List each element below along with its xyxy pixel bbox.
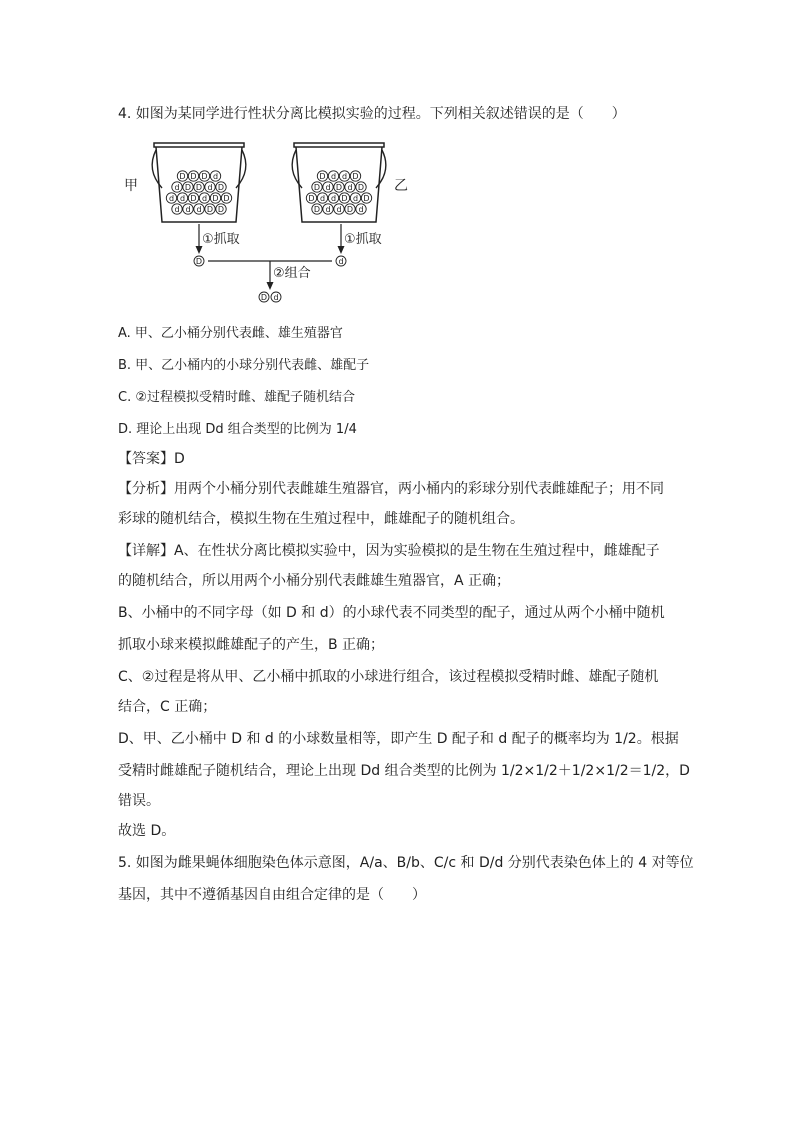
svg-text:D: D bbox=[352, 172, 359, 181]
bucket-ball bbox=[210, 171, 220, 181]
svg-text:D: D bbox=[341, 194, 348, 203]
label-yi: 乙 bbox=[394, 178, 408, 194]
bucket-ball bbox=[334, 182, 344, 192]
bucket-ball bbox=[194, 204, 204, 214]
grab-arrow-left-head bbox=[196, 246, 203, 254]
svg-text:D: D bbox=[217, 183, 225, 192]
svg-text:D: D bbox=[195, 183, 203, 192]
svg-text:D: D bbox=[313, 205, 321, 214]
bucket-yi-balls bbox=[306, 171, 371, 214]
bucket-ball bbox=[339, 193, 349, 203]
svg-text:d: d bbox=[336, 205, 342, 214]
svg-text:D: D bbox=[184, 183, 192, 192]
svg-text:D: D bbox=[190, 194, 197, 203]
analysis-line-1: 【分析】用两个小桶分别代表雌雄生殖器官，两小桶内的彩球分别代表雌雄配子；用不同 bbox=[118, 481, 664, 497]
answer: 【答案】D bbox=[118, 451, 185, 467]
bucket-ball bbox=[172, 204, 182, 214]
bucket-ball bbox=[323, 204, 333, 214]
bucket-ball bbox=[216, 182, 226, 192]
bucket-ball bbox=[345, 182, 355, 192]
option-d: D. 理论上出现 Dd 组合类型的比例为 1/4 bbox=[118, 422, 357, 437]
svg-text:d: d bbox=[338, 257, 344, 266]
detail-line-4: 抓取小球来模拟雌雄配子的产生，B 正确； bbox=[118, 637, 385, 653]
bucket-ball bbox=[188, 193, 198, 203]
svg-text:d: d bbox=[174, 205, 180, 214]
bucket-jia-balls bbox=[166, 171, 231, 214]
grab-label-right: ①抓取 bbox=[344, 232, 382, 247]
svg-text:d: d bbox=[358, 205, 364, 214]
bucket-ball bbox=[172, 182, 182, 192]
combined-ball-right bbox=[271, 292, 281, 302]
bucket-ball bbox=[312, 204, 322, 214]
bucket-ball bbox=[199, 171, 209, 181]
bucket-ball bbox=[317, 193, 327, 203]
detail-line-9: 错误。 bbox=[118, 793, 160, 809]
bucket-ball bbox=[339, 171, 349, 181]
svg-text:D: D bbox=[260, 293, 268, 302]
svg-text:d: d bbox=[179, 194, 186, 203]
svg-text:d: d bbox=[174, 183, 180, 192]
bucket-ball bbox=[356, 204, 366, 214]
question-4-title: 4. 如图为某同学进行性状分离比模拟实验的过程。下列相关叙述错误的是（ ） bbox=[118, 106, 626, 122]
svg-text:d: d bbox=[207, 183, 213, 192]
detail-line-7: D、甲、乙小桶中 D 和 d 的小球数量相等，即产生 D 配子和 d 配子的概率均为 1/2。根据 bbox=[118, 731, 679, 747]
detail-line-5: C、②过程是将从甲、乙小桶中抓取的小球进行组合，该过程模拟受精时雌、雄配子随机 bbox=[118, 669, 659, 685]
svg-text:d: d bbox=[201, 194, 208, 203]
svg-text:d: d bbox=[341, 172, 348, 181]
bucket-ball bbox=[194, 182, 204, 192]
bucket-ball bbox=[312, 182, 322, 192]
detail-line-3: B、小桶中的不同字母（如 D 和 d）的小球代表不同类型的配子，通过从两个小桶中随机 bbox=[118, 605, 665, 621]
bucket-ball bbox=[177, 171, 187, 181]
bucket-ball bbox=[317, 171, 327, 181]
bucket-ball bbox=[205, 204, 215, 214]
bucket-ball bbox=[345, 204, 355, 214]
bucket-ball bbox=[199, 193, 209, 203]
grab-arrow-right-head bbox=[338, 246, 345, 254]
bucket-ball bbox=[328, 171, 338, 181]
detail-line-8: 受精时雌雄配子随机结合，理论上出现 Dd 组合类型的比例为 1/2×1/2＋1/2×1/2＝1/2，D bbox=[118, 763, 690, 779]
combine-label: ②组合 bbox=[273, 266, 311, 281]
svg-text:d: d bbox=[347, 183, 353, 192]
svg-text:d: d bbox=[330, 194, 337, 203]
svg-text:D: D bbox=[363, 194, 370, 203]
svg-text:d: d bbox=[330, 172, 337, 181]
option-a: A. 甲、乙小桶分别代表雌、雄生殖器官 bbox=[118, 326, 343, 341]
svg-text:D: D bbox=[179, 172, 186, 181]
svg-text:D: D bbox=[190, 172, 197, 181]
bucket-ball bbox=[356, 182, 366, 192]
svg-text:d: d bbox=[325, 183, 331, 192]
analysis-line-2: 彩球的随机结合，模拟生物在生殖过程中，雌雄配子的随机组合。 bbox=[118, 511, 524, 527]
bucket-ball bbox=[166, 193, 176, 203]
svg-text:D: D bbox=[357, 183, 365, 192]
detail-line-10: 故选 D。 bbox=[118, 823, 176, 839]
detail-line-2: 的随机结合，所以用两个小桶分别代表雌雄生殖器官，A 正确； bbox=[118, 573, 511, 589]
svg-text:D: D bbox=[335, 183, 343, 192]
svg-text:d: d bbox=[196, 205, 202, 214]
detail-line-6: 结合，C 正确； bbox=[118, 699, 217, 715]
svg-text:D: D bbox=[313, 183, 321, 192]
svg-text:d: d bbox=[325, 205, 331, 214]
drawn-ball-right bbox=[336, 256, 346, 266]
bucket-ball bbox=[350, 193, 360, 203]
svg-text:d: d bbox=[319, 194, 326, 203]
svg-text:D: D bbox=[217, 205, 225, 214]
bucket-ball bbox=[361, 193, 371, 203]
svg-text:D: D bbox=[308, 194, 315, 203]
bucket-ball bbox=[216, 204, 226, 214]
grab-label-left: ①抓取 bbox=[202, 232, 240, 247]
bucket-ball bbox=[183, 182, 193, 192]
svg-text:d: d bbox=[212, 172, 219, 181]
svg-text:D: D bbox=[212, 194, 219, 203]
bucket-ball bbox=[221, 193, 231, 203]
bucket-ball bbox=[188, 171, 198, 181]
svg-text:D: D bbox=[346, 205, 354, 214]
option-b: B. 甲、乙小桶内的小球分别代表雌、雄配子 bbox=[118, 358, 370, 373]
svg-text:D: D bbox=[206, 205, 214, 214]
bucket-ball bbox=[183, 204, 193, 214]
svg-text:d: d bbox=[273, 293, 279, 302]
bucket-ball bbox=[334, 204, 344, 214]
svg-text:d: d bbox=[168, 194, 175, 203]
bucket-ball bbox=[177, 193, 187, 203]
svg-text:D: D bbox=[201, 172, 208, 181]
question-5-line-2: 基因，其中不遵循基因自由组合定律的是（ ） bbox=[118, 887, 426, 903]
svg-text:d: d bbox=[185, 205, 191, 214]
label-jia: 甲 bbox=[124, 178, 138, 194]
svg-text:D: D bbox=[223, 194, 230, 203]
question-5-line-1: 5. 如图为雌果蝇体细胞染色体示意图，A/a、B/b、C/c 和 D/d 分别代表染色体上的 4 对等位 bbox=[118, 855, 694, 871]
detail-line-1: 【详解】A、在性状分离比模拟实验中，因为实验模拟的是生物在生殖过程中，雌雄配子 bbox=[118, 543, 660, 559]
bucket-ball bbox=[210, 193, 220, 203]
bucket-ball bbox=[328, 193, 338, 203]
bucket-ball bbox=[306, 193, 316, 203]
bucket-ball bbox=[350, 171, 360, 181]
combine-arrow-head bbox=[267, 282, 274, 290]
svg-text:D: D bbox=[195, 257, 203, 266]
bucket-ball bbox=[205, 182, 215, 192]
drawn-ball-left bbox=[194, 256, 204, 266]
svg-text:D: D bbox=[319, 172, 326, 181]
svg-text:d: d bbox=[352, 194, 359, 203]
combined-ball-left bbox=[259, 292, 269, 302]
option-c: C. ②过程模拟受精时雌、雄配子随机结合 bbox=[118, 390, 355, 405]
segregation-experiment-figure bbox=[118, 140, 408, 310]
bucket-ball bbox=[323, 182, 333, 192]
